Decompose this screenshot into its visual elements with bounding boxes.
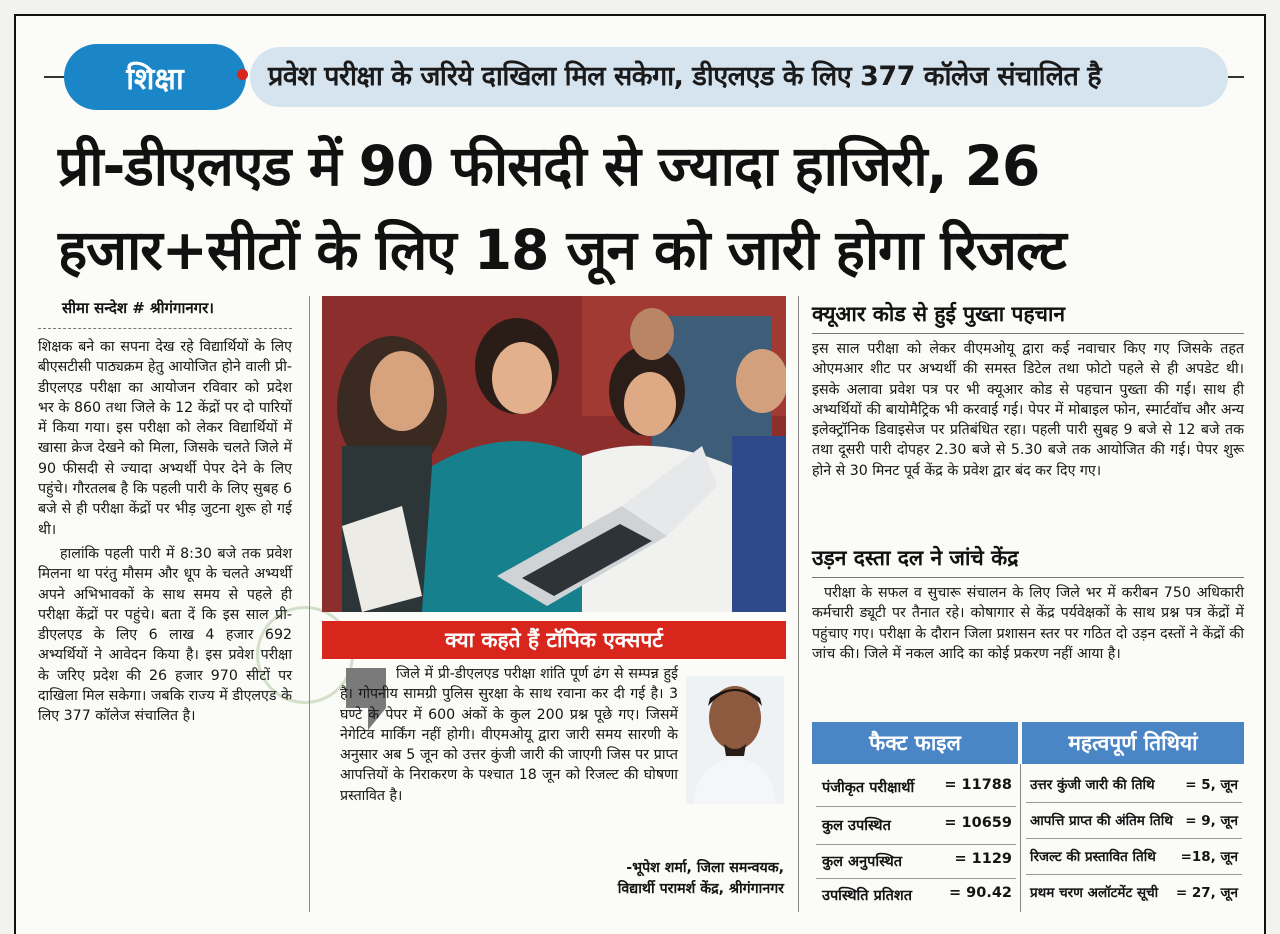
headline-line-2: हजार+सीटों के लिए 18 जून को जारी होगा रिजल्ट [58,218,1066,282]
headline [58,124,1228,292]
expert-heading: क्या कहते हैं टॉपिक एक्सपर्ट [322,621,786,659]
students-photo-illustration [322,296,786,612]
date-value: = 9, जून [1185,813,1238,829]
fact-row [822,885,1012,905]
date-row [1030,775,1238,793]
column-divider-right [798,296,799,912]
fact-value: = 90.42 [948,885,1012,901]
expert-portrait [686,676,784,804]
column-divider-left [309,296,310,912]
date-value: = 27, जून [1175,885,1238,901]
left-paragraph-2: हालांकि पहली पारी में 8:30 बजे तक प्रवेश मिलना था परंतु मौसम और धूप के चलते अभ्यर्थी अपने अभिभावकों के साथ समय से पहले ही परीक्षा केंद्रों पर पहुंचे। बता दें कि इस साल प्री-डीएलएड के लिए 6 लाख 4 हजार 692 अभ्यर्थियों ने आवेदन किया है। इस प्रवेश परीक्षा के जरिए प्रदेश की 26 हजार 970 सीटों पर दाखिला मिल सकेगा। जबकि राज्य में डीएलएड के लिए 377 कॉलेज संचालित है। [38,545,292,725]
expert-signature [500,858,784,900]
subhead-rule-2 [812,577,1244,578]
fact-label: कुल अनुपस्थित [822,854,903,870]
fact-box-divider [1020,764,1021,912]
fact-row [822,777,1012,797]
byline: सीमा सन्देश # श्रीगंगानगर। [62,299,214,317]
left-column-body [38,337,292,727]
bullet-dot-icon [237,69,248,80]
fact-file-heading: फैक्ट फाइल [812,722,1018,764]
fact-row [822,815,1012,835]
flying-squad-subhead: उड़न दस्ता दल ने जांचे केंद्र [812,546,1019,570]
flying-squad-paragraph: परीक्षा के सफल व सुचारू संचालन के लिए जिले भर में करीबन 750 अधिकारी कर्मचारी ड्यूटी पर तैनात रहे। कोषागार से केंद्र पर्यवेक्षकों के साथ प्रश्न पत्र केंद्रों में पहुंचाए गए। परीक्षा के दौरान जिला प्रशासन स्तर पर गठित दो उड़न दस्तों ने केंद्रों की जांच की। जिले में नकल आदि का कोई प्रकरण नहीं आया है। [812,585,1244,662]
left-paragraph-1: शिक्षक बने का सपना देख रहे विद्यार्थियों के लिए बीएसटीसी पाठ्यक्रम हेतु आयोजित होने वाली प्री-डीएलएड परीक्षा का आयोजन रविवार को प्रदेश भर के 860 तथा जिले के 12 केंद्रों पर दो पारियों में किया गया। इस परीक्षा को लेकर विद्यार्थियों में खासा क्रेज देखने को मिला, जिसके चलते जिले में 90 फीसदी से ज्यादा अभ्यर्थी पेपर देने के लिए पहुंचे। गौरतलब है कि पहली पारी के लिए सुबह 6 बजे से ही परीक्षा केंद्रों पर भीड़ जुटना शुरू हो गई थी। [38,339,292,538]
fact-value: = 11788 [944,777,1012,793]
section-tag: शिक्षा [64,44,246,110]
date-row [1030,883,1238,901]
qr-code-paragraph: इस साल परीक्षा को लेकर वीएमओयू द्वारा कई नवाचार किए गए जिसके तहत ओएमआर शीट पर अभ्यर्थी की समस्त डिटेल तथा फोटो पहले से ही अपडेट थी। इसके अलावा प्रवेश पत्र पर भी क्यूआर कोड से पहचान पुख्ता की गई। साथ ही अभ्यर्थियों की बायोमैट्रिक भी करवाई गई। पेपर में मोबाइल फोन, स्मार्टवॉच और अन्य इलेक्ट्रॉनिक डिवाइसेज पर प्रतिबंधित रहा। पहली पारी सुबह 9 बजे से 12 बजे तक तथा दूसरी पारी दोपहर 2.30 बजे से 5.30 बजे तक आयोजित की गई। पेपर शुरू होने से 30 मिनट पूर्व केंद्र के प्रवेश द्वार बंद कर दिए गए। [812,341,1244,479]
date-label: आपत्ति प्राप्त की अंतिम तिथि [1030,813,1173,829]
expert-portrait-illustration [686,676,784,804]
fact-label: पंजीकृत परीक्षार्थी [822,780,915,796]
date-row [1030,847,1238,865]
expert-quote: जिले में प्री-डीएलएड परीक्षा शांति पूर्ण ढंग से सम्पन्न हुई है। गोपनीय सामग्री पुलिस सुरक्षा के साथ रवाना कर दी गई है। 3 घण्टे के पेपर में 600 अंकों के कुल 200 प्रश्न पूछे गए। जिसमें नेगेटिव मार्किंग नहीं होगी। वीएमओयू द्वारा जारी समय सारणी के अनुसार अब 5 जून को उत्तर कुंजी जारी की जाएगी जिस पर प्राप्त आपत्तियों के निराकरण के पश्चात 18 जून को रिजल्ट की घोषणा प्रस्तावित है। [340,666,678,804]
subhead-rule-1 [812,333,1244,334]
date-label: रिजल्ट की प्रस्तावित तिथि [1030,849,1156,865]
byline-separator [38,328,292,329]
row-divider [1026,874,1242,875]
headline-line-1: प्री-डीएलएड में 90 फीसदी से ज्यादा हाजिरी, 26 [58,134,1040,198]
date-row [1030,811,1238,829]
date-label: प्रथम चरण अलॉटमेंट सूची [1030,885,1159,901]
row-divider [1026,838,1242,839]
fact-label: कुल उपस्थित [822,818,891,834]
expert-quote-box [340,664,678,806]
fact-box [812,722,1244,912]
row-divider [816,844,1016,845]
row-divider [1026,802,1242,803]
fact-value: = 1129 [954,851,1012,867]
fact-value: = 10659 [944,815,1012,831]
dates-heading: महत्वपूर्ण तिथियां [1022,722,1244,764]
fact-row [822,851,1012,871]
students-photo [322,296,786,612]
kicker-text: प्रवेश परीक्षा के जरिये दाखिला मिल सकेगा, डीएलएड के लिए 377 कॉलेज संचालित है [268,61,1102,92]
expert-sign-line-2: विद्यार्थी परामर्श केंद्र, श्रीगंगानगर [617,881,784,897]
date-label: उत्तर कुंजी जारी की तिथि [1030,777,1155,793]
qr-code-subhead: क्यूआर कोड से हुई पुख्ता पहचान [812,302,1066,326]
date-value: = 5, जून [1185,777,1238,793]
row-divider [816,806,1016,807]
row-divider [816,878,1016,879]
fact-label: उपस्थिति प्रतिशत [822,888,913,904]
header-rule-right [1228,76,1244,78]
expert-sign-line-1: -भूपेश शर्मा, जिला समन्वयक, [626,860,784,876]
date-value: =18, जून [1180,849,1238,865]
